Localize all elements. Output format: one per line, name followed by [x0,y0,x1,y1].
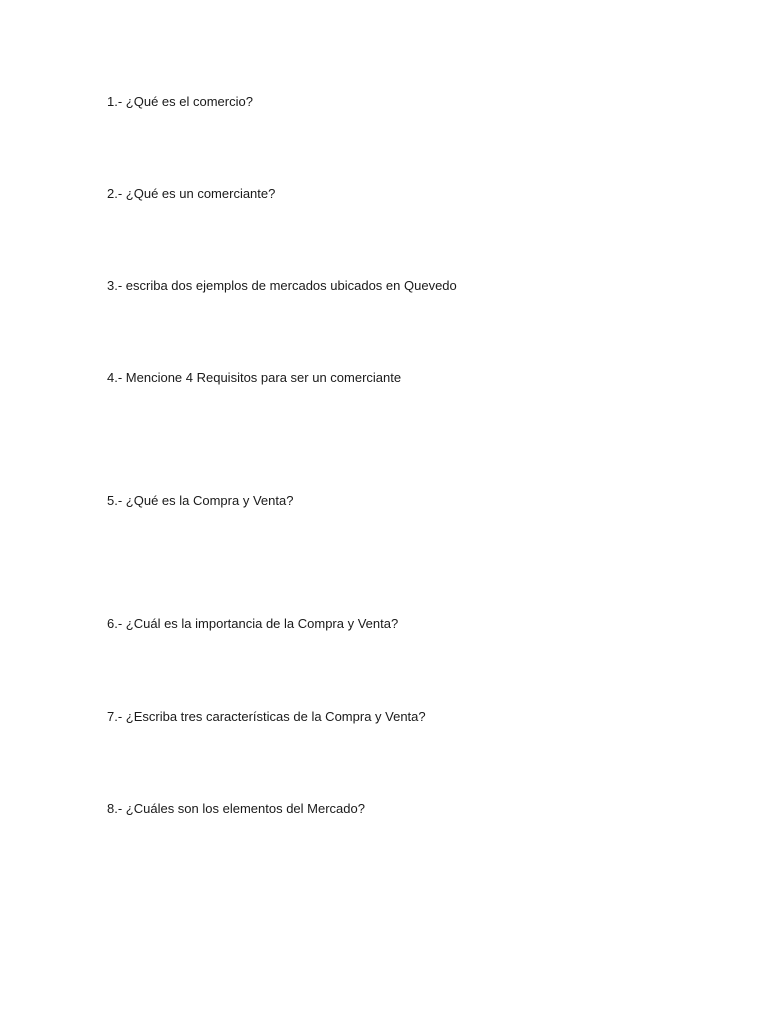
question-7: 7.- ¿Escriba tres características de la Compra y Venta? [107,709,426,724]
question-3: 3.- escriba dos ejemplos de mercados ubicados en Quevedo [107,278,457,293]
question-1: 1.- ¿Qué es el comercio? [107,94,253,109]
question-6: 6.- ¿Cuál es la importancia de la Compra y Venta? [107,616,399,631]
question-5: 5.- ¿Qué es la Compra y Venta? [107,493,294,508]
question-2: 2.- ¿Qué es un comerciante? [107,186,276,201]
question-4: 4.- Mencione 4 Requisitos para ser un comerciante [107,370,402,385]
question-8: 8.- ¿Cuáles son los elementos del Mercado? [107,801,365,816]
